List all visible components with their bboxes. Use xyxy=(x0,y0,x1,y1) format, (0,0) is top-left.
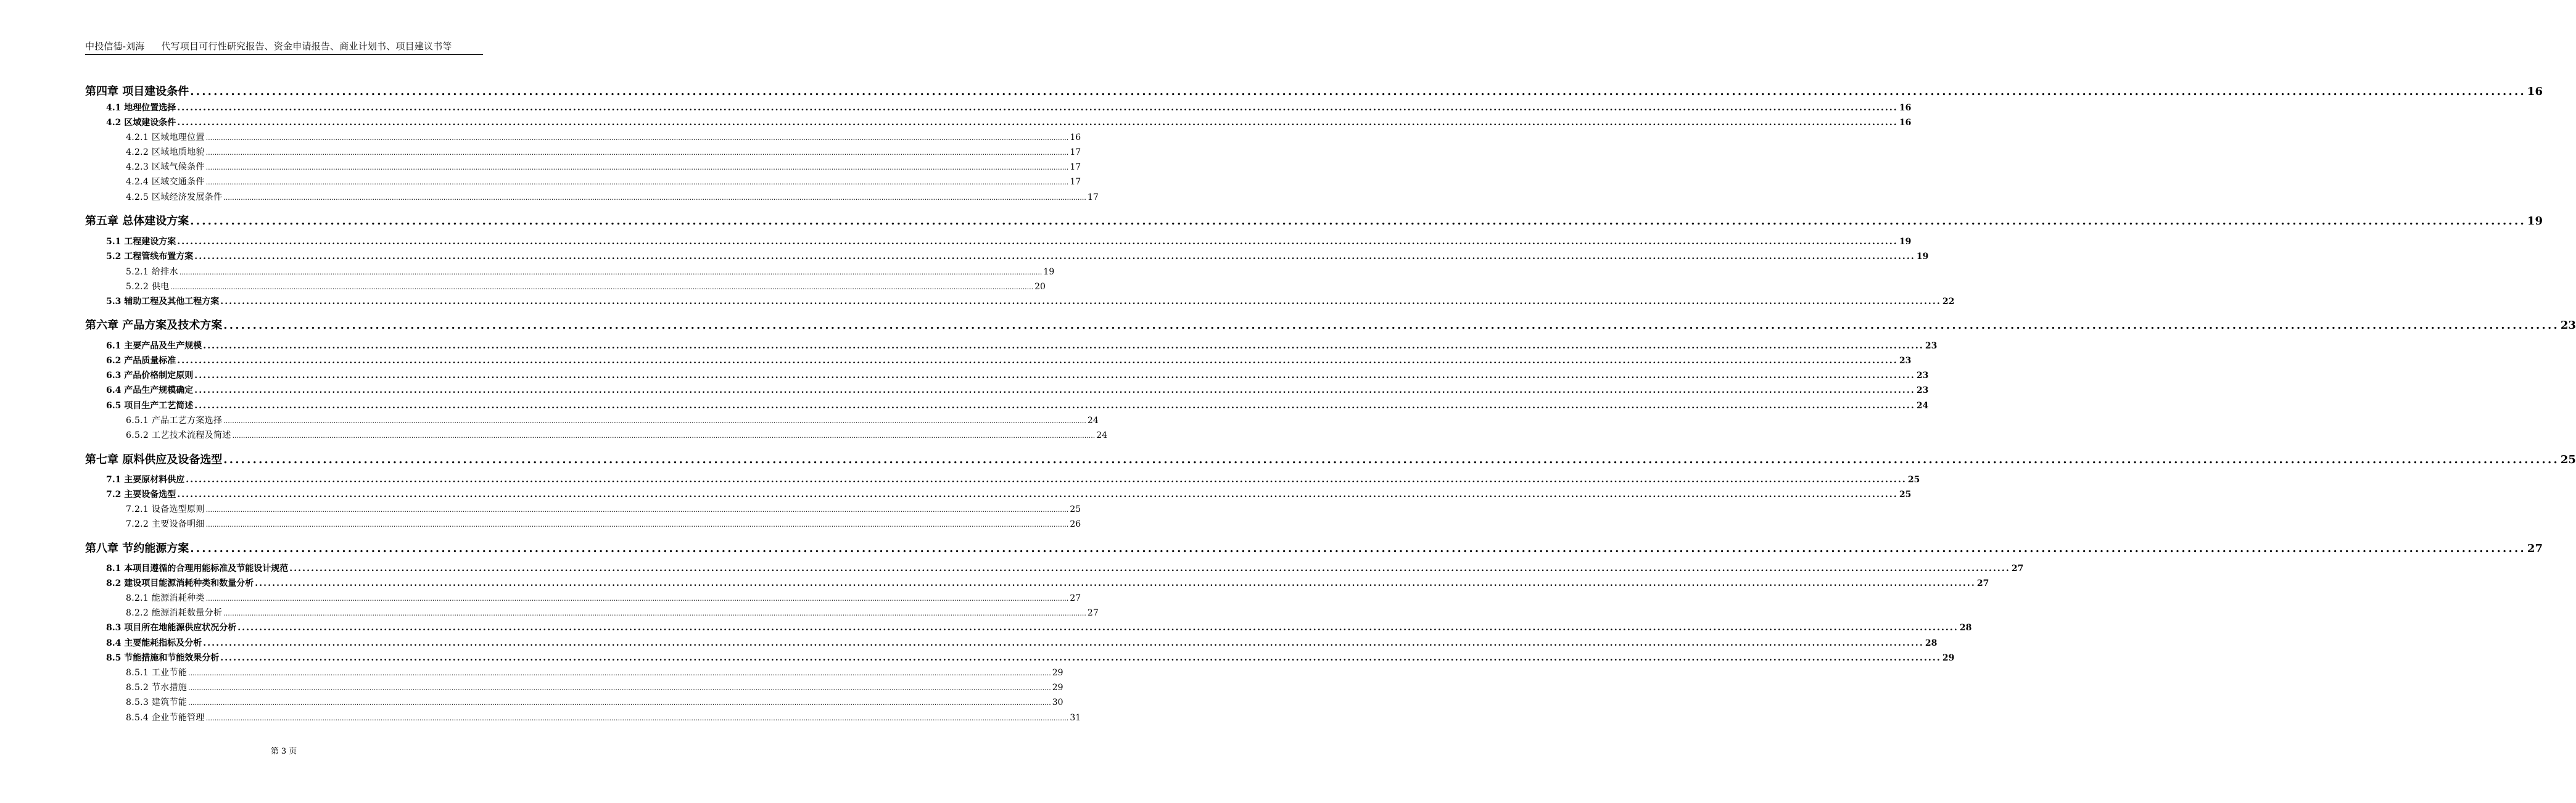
toc-entry-page: 24 xyxy=(1916,401,1929,411)
toc-entry[interactable] xyxy=(106,473,1920,485)
toc-entry-title: 4.2.4 区域交通条件 xyxy=(126,177,205,187)
toc-entry-title: 4.2.5 区域经济发展条件 xyxy=(126,192,223,202)
toc-entry[interactable] xyxy=(126,503,1081,515)
toc-entry-page: 29 xyxy=(1052,668,1063,678)
toc-entry-page: 31 xyxy=(1070,713,1081,723)
toc-entry-title: 7.2.2 主要设备明细 xyxy=(126,519,205,529)
dot-leader: ................................................................................................................................................................................................................................................................................................................................................................................................................ xyxy=(188,684,1051,692)
toc-entry[interactable] xyxy=(106,295,1955,307)
toc-entry[interactable] xyxy=(106,488,1912,500)
dot-leader: ................................................................................................................................................................................................................................................................................................................................................................................................................ xyxy=(186,475,1907,485)
toc-entry[interactable] xyxy=(106,250,1929,262)
toc-entry-title: 6.1 主要产品及生产规模 xyxy=(106,341,202,351)
dot-leader: ................................................................................................................................................................................................................................................................................................................................................................................................................ xyxy=(177,237,1898,247)
dot-leader: ................................................................................................................................................................................................................................................................................................................................................................................................................ xyxy=(177,118,1898,128)
dot-leader: ................................................................................................................................................................................................................................................................................................................................................................................................................ xyxy=(177,356,1898,366)
toc-entry-page: 28 xyxy=(1925,638,1938,648)
dot-leader: ................................................................................................................................................................................................................................................................................................................................................................................................................ xyxy=(205,506,1069,514)
toc-entry-title: 6.4 产品生产规模确定 xyxy=(106,385,194,395)
dot-leader: ................................................................................................................................................................................................................................................................................................................................................................................................................ xyxy=(190,542,2526,555)
toc-entry-page: 16 xyxy=(1070,133,1081,142)
toc-entry-page: 27 xyxy=(1976,579,1989,588)
toc-entry-title: 4.2.3 区域气候条件 xyxy=(126,162,205,172)
toc-entry-title: 6.2 产品质量标准 xyxy=(106,356,176,366)
toc-entry-page: 27 xyxy=(2527,542,2543,555)
toc-entry-page: 23 xyxy=(1916,371,1929,381)
toc-entry-title: 第六章 产品方案及技术方案 xyxy=(85,319,223,332)
dot-leader: ................................................................................................................................................................................................................................................................................................................................................................................................................ xyxy=(255,579,1976,588)
toc-entry[interactable] xyxy=(85,451,2576,467)
toc-entry-title: 5.3 辅助工程及其他工程方案 xyxy=(106,297,220,307)
toc-entry-title: 4.2.1 区域地理位置 xyxy=(126,133,205,142)
dot-leader: ................................................................................................................................................................................................................................................................................................................................................................................................................ xyxy=(179,268,1042,276)
toc-entry-title: 7.2 主要设备选型 xyxy=(106,490,176,500)
toc-entry[interactable] xyxy=(85,316,2576,332)
toc-entry-title: 4.1 地理位置选择 xyxy=(106,103,176,113)
dot-leader: ................................................................................................................................................................................................................................................................................................................................................................................................................ xyxy=(194,371,1915,381)
toc-entry[interactable] xyxy=(126,606,1099,619)
dot-leader: ................................................................................................................................................................................................................................................................................................................................................................................................................ xyxy=(205,714,1069,722)
toc-entry-page: 22 xyxy=(1942,297,1955,307)
toc-entry-page: 25 xyxy=(1070,504,1081,514)
toc-entry[interactable] xyxy=(126,175,1081,187)
page-number: 第 3 页 xyxy=(270,747,297,756)
toc-entry-title: 8.4 主要能耗指标及分析 xyxy=(106,638,202,648)
toc-entry[interactable] xyxy=(126,429,1108,441)
dot-leader: ................................................................................................................................................................................................................................................................................................................................................................................................................ xyxy=(237,623,1959,633)
dot-leader: ................................................................................................................................................................................................................................................................................................................................................................................................................ xyxy=(203,341,1924,351)
dot-leader: ................................................................................................................................................................................................................................................................................................................................................................................................................ xyxy=(205,595,1069,603)
header-org: 中投信德-刘海 xyxy=(85,41,145,52)
dot-leader: ................................................................................................................................................................................................................................................................................................................................................................................................................ xyxy=(205,134,1069,142)
dot-leader: ................................................................................................................................................................................................................................................................................................................................................................................................................ xyxy=(223,609,1086,617)
toc-entry-title: 6.3 产品价格制定原则 xyxy=(106,371,194,381)
toc-entry[interactable] xyxy=(106,636,1938,649)
toc-entry[interactable] xyxy=(106,562,2024,574)
toc-entry[interactable] xyxy=(126,131,1081,143)
toc-entry-title: 8.3 项目所在地能源供应状况分析 xyxy=(106,623,237,633)
toc-entry-page: 17 xyxy=(1070,162,1081,172)
toc-entry[interactable] xyxy=(126,666,1063,678)
toc-entry-title: 5.2.2 供电 xyxy=(126,282,170,292)
toc-entry-page: 30 xyxy=(1052,698,1063,707)
toc-entry-title: 4.2 区域建设条件 xyxy=(106,118,176,128)
toc-entry-page: 16 xyxy=(1899,118,1912,128)
toc-entry-page: 25 xyxy=(1907,475,1920,485)
toc-entry[interactable] xyxy=(85,540,2543,556)
toc-entry[interactable] xyxy=(126,696,1063,708)
toc-entry-page: 27 xyxy=(2011,564,2024,574)
toc-entry-title: 8.2.2 能源消耗数量分析 xyxy=(126,608,223,618)
toc-entry[interactable] xyxy=(106,621,1972,633)
dot-leader: ................................................................................................................................................................................................................................................................................................................................................................................................................ xyxy=(194,401,1915,411)
dot-leader: ................................................................................................................................................................................................................................................................................................................................................................................................................ xyxy=(188,669,1051,677)
toc-entry-page: 25 xyxy=(2560,453,2576,466)
toc-entry-page: 19 xyxy=(2527,215,2543,228)
toc-entry[interactable] xyxy=(126,591,1081,604)
dot-leader: ................................................................................................................................................................................................................................................................................................................................................................................................................ xyxy=(223,417,1086,425)
dot-leader: ................................................................................................................................................................................................................................................................................................................................................................................................................ xyxy=(190,215,2526,228)
header-services: 代写项目可行性研究报告、资金申请报告、商业计划书、项目建议书等 xyxy=(161,41,452,52)
toc-entry[interactable] xyxy=(106,235,1912,247)
dot-leader: ................................................................................................................................................................................................................................................................................................................................................................................................................ xyxy=(232,432,1096,440)
toc-entry-title: 7.1 主要原材料供应 xyxy=(106,475,185,485)
toc-entry[interactable] xyxy=(126,191,1099,203)
toc-entry-page: 27 xyxy=(1087,608,1099,618)
toc-entry[interactable] xyxy=(106,354,1912,366)
toc-entry[interactable] xyxy=(106,339,1938,352)
toc-entry[interactable] xyxy=(106,116,1912,128)
toc-entry-page: 17 xyxy=(1087,192,1099,202)
toc-entry-page: 29 xyxy=(1052,683,1063,693)
toc-entry-page: 23 xyxy=(1925,341,1938,351)
toc-entry-title: 6.5 项目生产工艺简述 xyxy=(106,401,194,411)
dot-leader: ................................................................................................................................................................................................................................................................................................................................................................................................................ xyxy=(289,564,2010,574)
toc-entry[interactable] xyxy=(126,160,1081,173)
toc-entry[interactable] xyxy=(126,711,1081,723)
toc-entry[interactable] xyxy=(106,651,1955,664)
toc-entry[interactable] xyxy=(106,399,1929,411)
toc-entry-page: 20 xyxy=(1034,282,1046,292)
toc-entry[interactable] xyxy=(106,577,1989,589)
toc-entry[interactable] xyxy=(85,83,2543,99)
toc-entry[interactable] xyxy=(126,681,1063,693)
toc-entry-page: 23 xyxy=(1916,385,1929,395)
dot-leader: ................................................................................................................................................................................................................................................................................................................................................................................................................ xyxy=(188,699,1051,707)
toc-entry-title: 8.2 建设项目能源消耗种类和数量分析 xyxy=(106,579,254,588)
toc-entry-title: 4.2.2 区域地质地貌 xyxy=(126,147,205,157)
toc-entry-page: 19 xyxy=(1043,267,1055,277)
toc-entry-page: 19 xyxy=(1916,252,1929,261)
toc-entry-page: 25 xyxy=(1899,490,1912,500)
dot-leader: ................................................................................................................................................................................................................................................................................................................................................................................................................ xyxy=(205,149,1069,157)
toc-entry-page: 19 xyxy=(1899,237,1912,247)
toc-entry[interactable] xyxy=(126,265,1055,278)
toc-entry[interactable] xyxy=(85,212,2543,228)
toc-entry-page: 23 xyxy=(2560,319,2576,332)
toc-entry-page: 17 xyxy=(1070,177,1081,187)
toc-entry[interactable] xyxy=(106,384,1929,396)
toc-entry-title: 8.5.3 建筑节能 xyxy=(126,698,188,707)
dot-leader: ................................................................................................................................................................................................................................................................................................................................................................................................................ xyxy=(205,178,1069,186)
toc-entry[interactable] xyxy=(126,280,1046,292)
toc-entry-page: 24 xyxy=(1087,416,1099,426)
toc-entry[interactable] xyxy=(106,101,1912,113)
toc-entry-title: 8.5.1 工业节能 xyxy=(126,668,188,678)
toc-entry-page: 28 xyxy=(1959,623,1972,633)
toc-entry-title: 7.2.1 设备选型原则 xyxy=(126,504,205,514)
toc-entry[interactable] xyxy=(126,146,1081,158)
toc-entry-title: 8.2.1 能源消耗种类 xyxy=(126,593,205,603)
toc-entry-title: 第五章 总体建设方案 xyxy=(85,215,189,228)
toc-entry-title: 8.1 本项目遵循的合理用能标准及节能设计规范 xyxy=(106,564,289,574)
dot-leader: ................................................................................................................................................................................................................................................................................................................................................................................................................ xyxy=(177,490,1898,500)
toc-entry-title: 6.5.2 工艺技术流程及简述 xyxy=(126,430,231,440)
toc-entry-title: 5.1 工程建设方案 xyxy=(106,237,176,247)
toc-entry-page: 26 xyxy=(1070,519,1081,529)
dot-leader: ................................................................................................................................................................................................................................................................................................................................................................................................................ xyxy=(205,163,1069,171)
dot-leader: ................................................................................................................................................................................................................................................................................................................................................................................................................ xyxy=(170,283,1034,291)
toc-entry-title: 6.5.1 产品工艺方案选择 xyxy=(126,416,223,426)
toc-entry-page: 29 xyxy=(1942,653,1955,663)
dot-leader: ................................................................................................................................................................................................................................................................................................................................................................................................................ xyxy=(223,319,2559,332)
dot-leader: ................................................................................................................................................................................................................................................................................................................................................................................................................ xyxy=(194,252,1915,261)
toc-entry[interactable] xyxy=(126,517,1081,530)
toc-entry-page: 23 xyxy=(1899,356,1912,366)
toc-entry-title: 第四章 项目建设条件 xyxy=(85,85,189,98)
dot-leader: ................................................................................................................................................................................................................................................................................................................................................................................................................ xyxy=(223,453,2559,466)
dot-leader: ................................................................................................................................................................................................................................................................................................................................................................................................................ xyxy=(190,85,2526,98)
dot-leader: ................................................................................................................................................................................................................................................................................................................................................................................................................ xyxy=(194,385,1915,395)
toc-entry[interactable] xyxy=(126,414,1099,426)
toc-entry-title: 8.5.4 企业节能管理 xyxy=(126,713,205,723)
toc-entry-title: 第八章 节约能源方案 xyxy=(85,542,189,555)
toc-entry-page: 16 xyxy=(2527,85,2543,98)
toc-entry-title: 5.2 工程管线布置方案 xyxy=(106,252,194,261)
toc-entry-page: 16 xyxy=(1899,103,1912,113)
toc-entry-title: 8.5 节能措施和节能效果分析 xyxy=(106,653,220,663)
toc-entry-page: 17 xyxy=(1070,147,1081,157)
toc-entry-page: 27 xyxy=(1070,593,1081,603)
dot-leader: ................................................................................................................................................................................................................................................................................................................................................................................................................ xyxy=(220,297,1941,307)
dot-leader: ................................................................................................................................................................................................................................................................................................................................................................................................................ xyxy=(177,103,1898,113)
dot-leader: ................................................................................................................................................................................................................................................................................................................................................................................................................ xyxy=(203,638,1924,648)
toc-entry-title: 5.2.1 给排水 xyxy=(126,267,178,277)
dot-leader: ................................................................................................................................................................................................................................................................................................................................................................................................................ xyxy=(205,521,1069,529)
toc-entry-page: 24 xyxy=(1096,430,1108,440)
dot-leader: ................................................................................................................................................................................................................................................................................................................................................................................................................ xyxy=(223,194,1086,202)
dot-leader: ................................................................................................................................................................................................................................................................................................................................................................................................................ xyxy=(220,653,1941,663)
toc-entry[interactable] xyxy=(106,369,1929,381)
toc-entry-title: 8.5.2 节水措施 xyxy=(126,683,188,693)
toc-entry-title: 第七章 原料供应及设备选型 xyxy=(85,453,223,466)
